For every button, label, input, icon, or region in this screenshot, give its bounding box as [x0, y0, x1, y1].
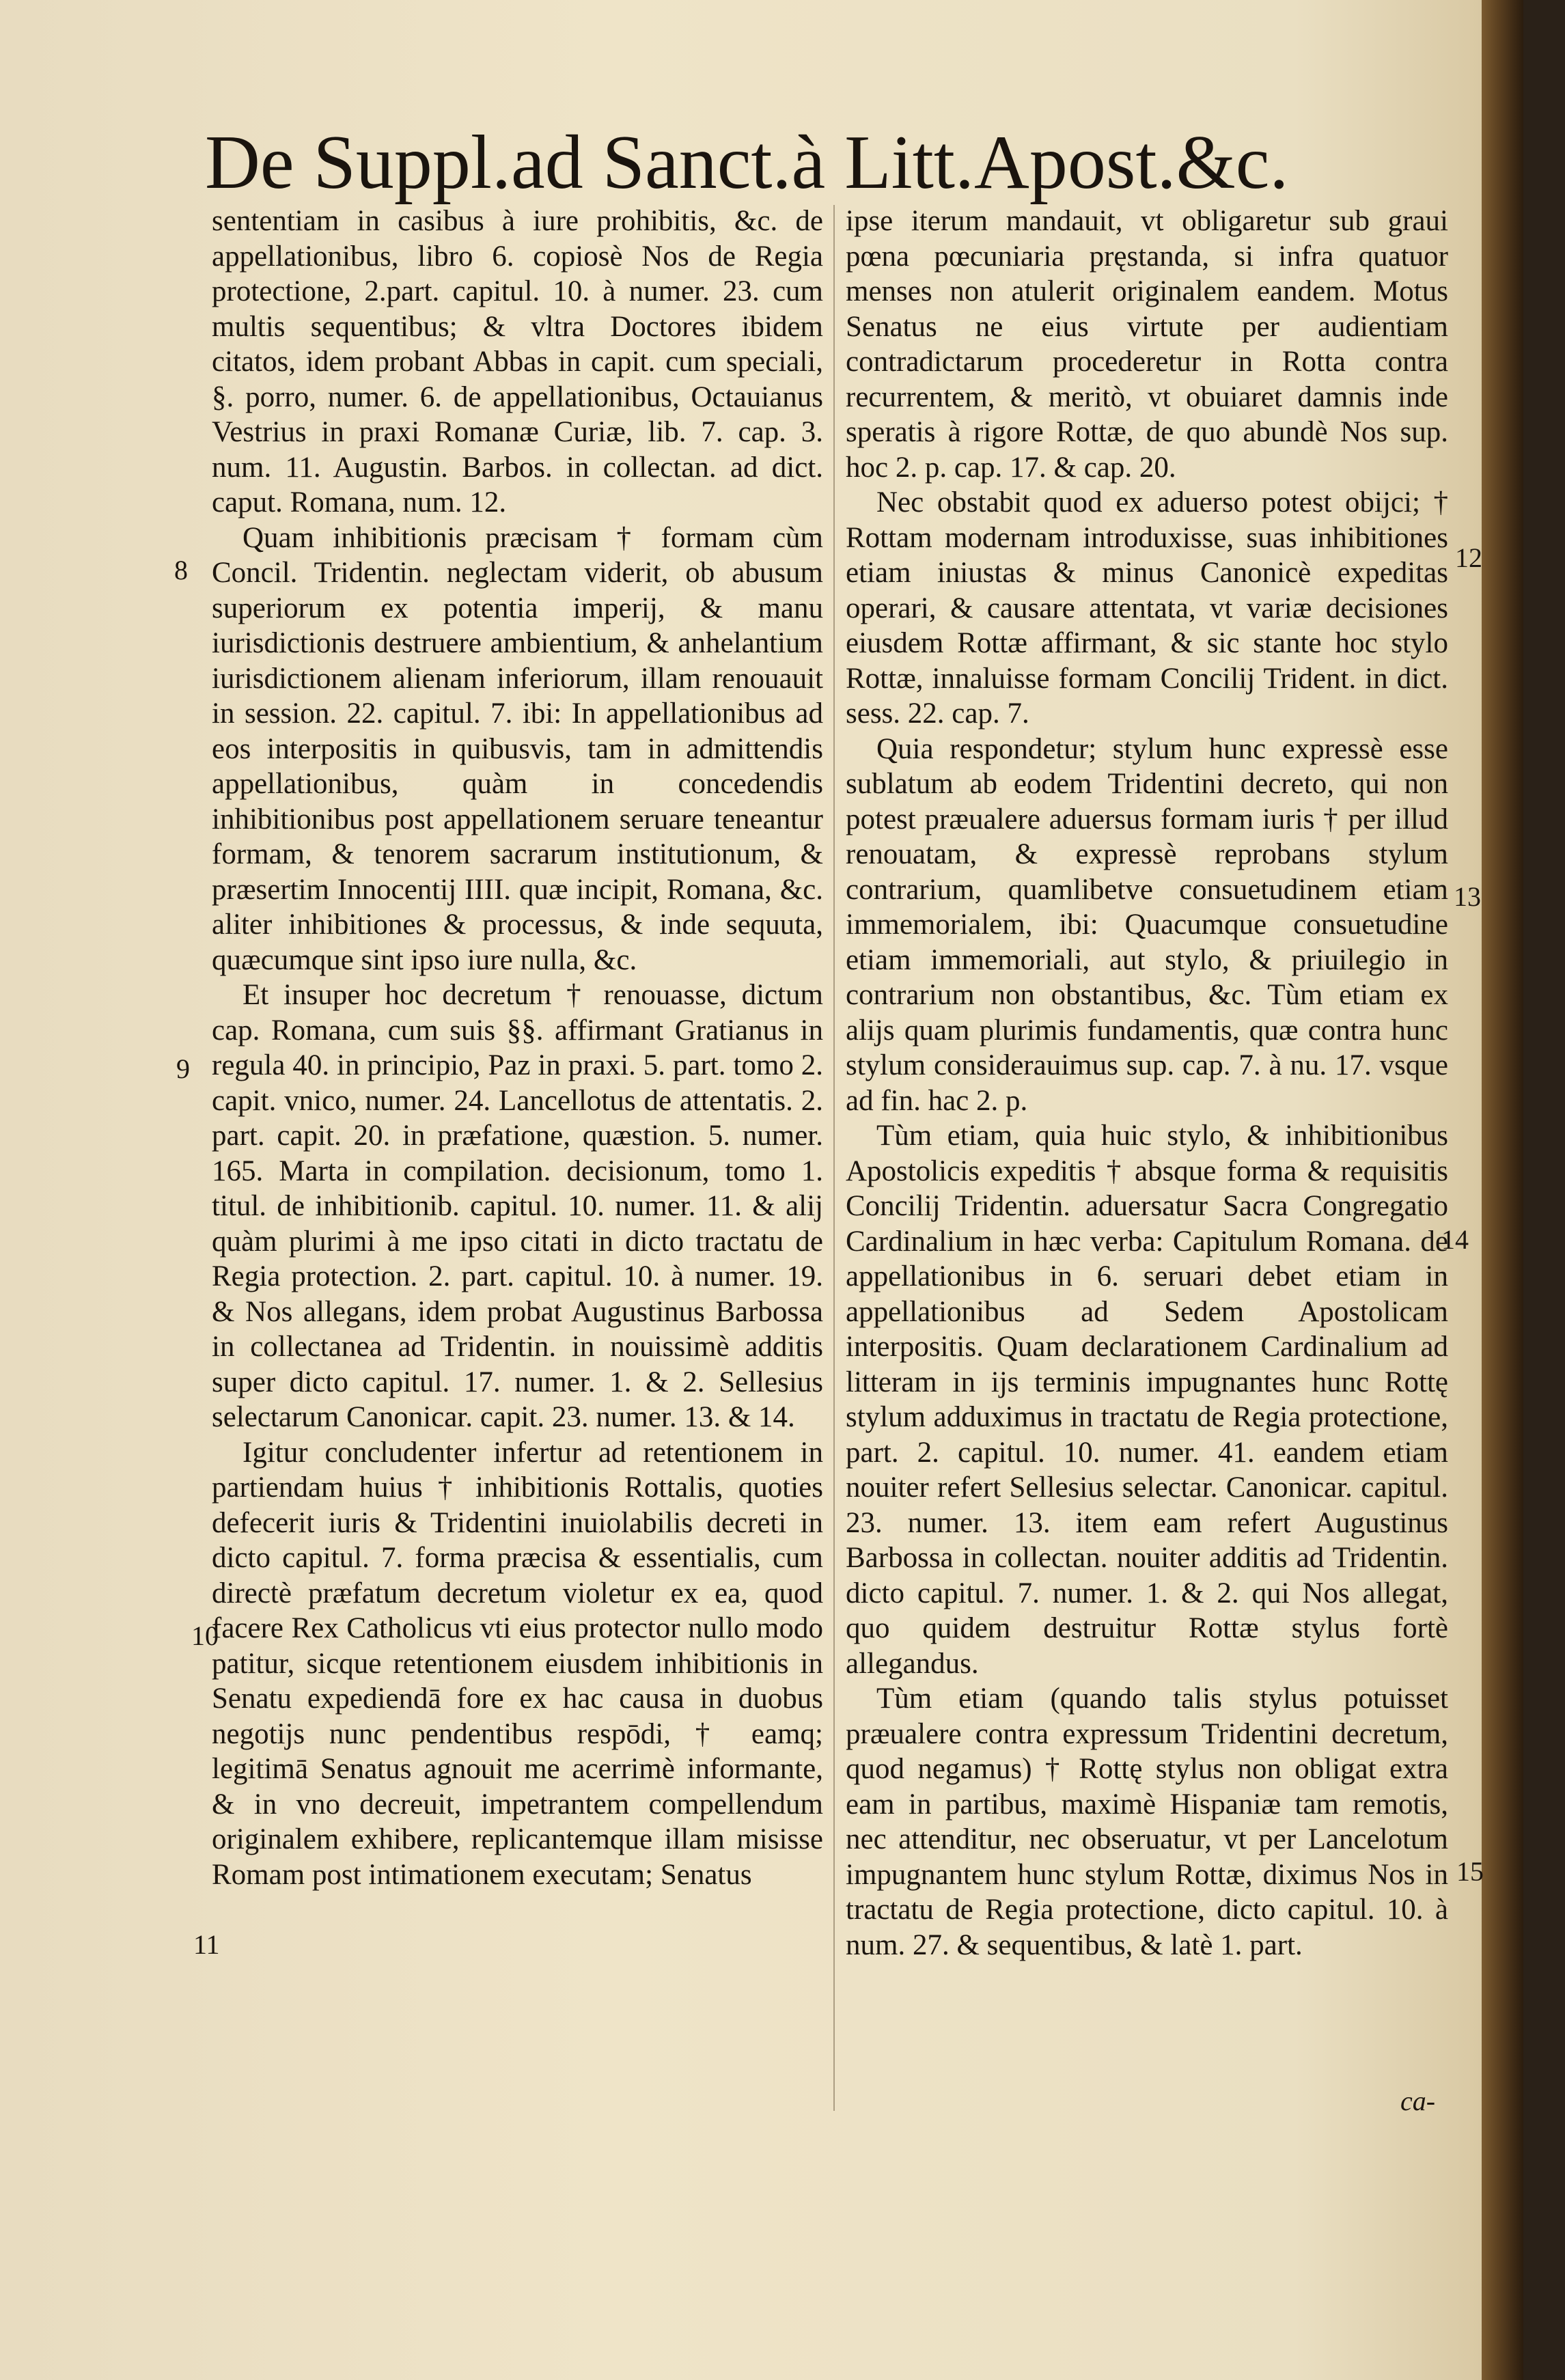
margin-number: 10 [191, 1620, 219, 1651]
right-paragraph: Tùm etiam, quia huic stylo, & inhibitionibus Apostolicis expeditis † absque forma & requisitis Concilij Tridentin. aduersatur Sacra Congregatio Cardinalium in hæc verba: Capitulum Romana. de appellationibus in 6. seruari debet etiam in appellationibus ad Sedem Apostolicam interpositis. Quam declarationem Cardinalium ad litteram in ijs terminis impugnantes hunc Rottę stylum adduximus in tractatu de Regia protectione, part. 2. capitul. 10. numer. 41. eandem etiam nouiter refert Sellesius selectar. Canonicar. capitul. 23. numer. 13. item eam refert Augustinus Barbossa in collectan. nouiter additis ad Tridentin. dicto capitul. 7. numer. 1. & 2. qui Nos allegat, quo quidem destruitur Rottæ stylus fortè allegandus. [846, 1120, 1448, 1680]
column-divider [833, 205, 835, 2111]
margin-number: 15 [1456, 1856, 1484, 1887]
left-column [212, 204, 823, 1892]
left-paragraph: Et insuper hoc decretum † renouasse, dictum cap. Romana, cum suis §§. affirmant Gratianus in regula 40. in principio, Paz in praxi. 5. part. tomo 2. capit. vnico, numer. 24. Lancellotus de attentatis. 2. part. capit. 20. in præfatione, quæstion. 5. numer. 165. Marta in compilation. decisionum, tomo 1. titul. de inhibitionib. capitul. 10. numer. 11. & alij quàm plurimi à me ipso citati in dicto tractatu de Regia protection. 2. part. capitul. 10. à numer. 19. & Nos allegans, idem probat Augustinus Barbossa in collectanea ad Tridentin. in nouissimè additis super dicto capitul. 17. numer. 1. & 2. Sellesius selectarum Canonicar. capit. 23. numer. 13. & 14. [212, 979, 823, 1433]
left-paragraph: sententiam in casibus à iure prohibitis, &c. de appellationibus, libro 6. copiosè Nos de Regia protectione, 2.part. capitul. 10. à numer. 23. cum multis sequentibus; & vltra Doctores ibidem citatos, idem probant Abbas in capit. cum speciali, §. porro, numer. 6. de appellationibus, Octauianus Vestrius in praxi Romanæ Curiæ, lib. 7. cap. 3. num. 11. Augustin. Barbos. in collectan. ad dict. caput. Romana, num. 12. [212, 205, 823, 518]
running-header: De Suppl.ad Sanct.à Litt.Apost.&c. [205, 120, 1289, 205]
margin-number: 14 [1441, 1224, 1469, 1255]
right-paragraph: ipse iterum mandauit, vt obligaretur sub graui pœna pœcuniaria pręstanda, si infra quatuor menses non atulerit originalem eandem. Motus Senatus ne eius virtute per audientiam contradictarum procederetur in Rotta contra recurrentem, & meritò, vt obuiaret damnis inde speratis à rigore Rottæ, de quo abundè Nos sup. hoc 2. p. cap. 17. & cap. 20. [846, 205, 1448, 484]
margin-number: 8 [174, 555, 188, 585]
catchword: ca- [1400, 2086, 1436, 2116]
margin-number: 9 [176, 1053, 190, 1084]
page-edge-shadow [1482, 0, 1523, 2380]
margin-number: 11 [193, 1929, 220, 1960]
left-paragraph: Quam inhibitionis præcisam † formam cùm Concil. Tridentin. neglectam viderit, ob abusum superiorum ex potentia imperij, & manu iurisdictionis destruere ambientium, & anhelantium iurisdictionem alienam inferiorum, illam renouauit in session. 22. capitul. 7. ibi: In appellationibus ad eos interpositis in quibusvis, tam in admittendis appellationibus, quàm in concedendis inhibitionibus post appellationem seruare teneantur formam, & tenorem sacrarum institutionum, & præsertim Innocentij IIII. quæ incipit, Romana, &c. aliter inhibitiones & processus, & inde sequuta, quæcumque sint ipso iure nulla, &c. [212, 521, 823, 976]
margin-number: 13 [1454, 881, 1481, 912]
right-paragraph: Quia respondetur; stylum hunc expressè esse sublatum ab eodem Tridentini decreto, qui non potest præualere aduersus formam iuris † per illud renouatam, & expressè reprobans stylum contrarium, quamlibetve consuetudinem etiam immemorialem, ibi: Quacumque consuetudine etiam immemoriali, aut stylo, & priuilegio in contrarium non obstantibus, &c. Tùm etiam ex alijs quam plurimis fundamentis, quæ contra hunc stylum considerauimus sup. cap. 7. à nu. 17. vsque ad fin. hac 2. p. [846, 732, 1448, 1117]
right-paragraph: Nec obstabit quod ex aduerso potest obijci; † Rottam modernam introduxisse, suas inhibitiones etiam iniustas & minus Canonicè expeditas operari, & causare attentata, vt variæ decisiones eiusdem Rottæ affirmant, & sic stante hoc stylo Rottæ, innaluisse formam Concilij Trident. in dict. sess. 22. cap. 7. [846, 486, 1448, 730]
left-paragraph: Igitur concludenter infertur ad retentionem in partiendam huius † inhibitionis Rottalis, quoties defecerit iuris & Tridentini inuiolabilis decreti in dicto capitul. 7. forma præcisa & essentialis, cum directè præfatum decretum violetur ex ea, quod facere Rex Catholicus vti eius protector nullo modo patitur, sicque retentionem eiusdem inhibitionis in Senatu expediendā fore ex hac causa in duobus negotijs nunc pendentibus respōdi, † eamq; legitimā Senatus agnouit me acerrimè informante, & in vno decreuit, impetrantem compellendum originalem exhibere, replicantemque illam misisse Romam post intimationem executam; Senatus [212, 1436, 823, 1891]
right-paragraph: Tùm etiam (quando talis stylus potuisset præualere contra expressum Tridentini decretum, quod negamus) † Rottę stylus non obligat extra eam in partibus, maximè Hispaniæ tam remotis, nec attenditur, nec obseruatur, vt per Lancelotum impugnantem hunc stylum Rottæ, diximus Nos in tractatu de Regia protectione, dicto capitul. 10. à num. 27. & sequentibus, & latè 1. part. [846, 1683, 1448, 1961]
margin-number: 12 [1455, 542, 1482, 573]
right-column [846, 204, 1448, 1963]
